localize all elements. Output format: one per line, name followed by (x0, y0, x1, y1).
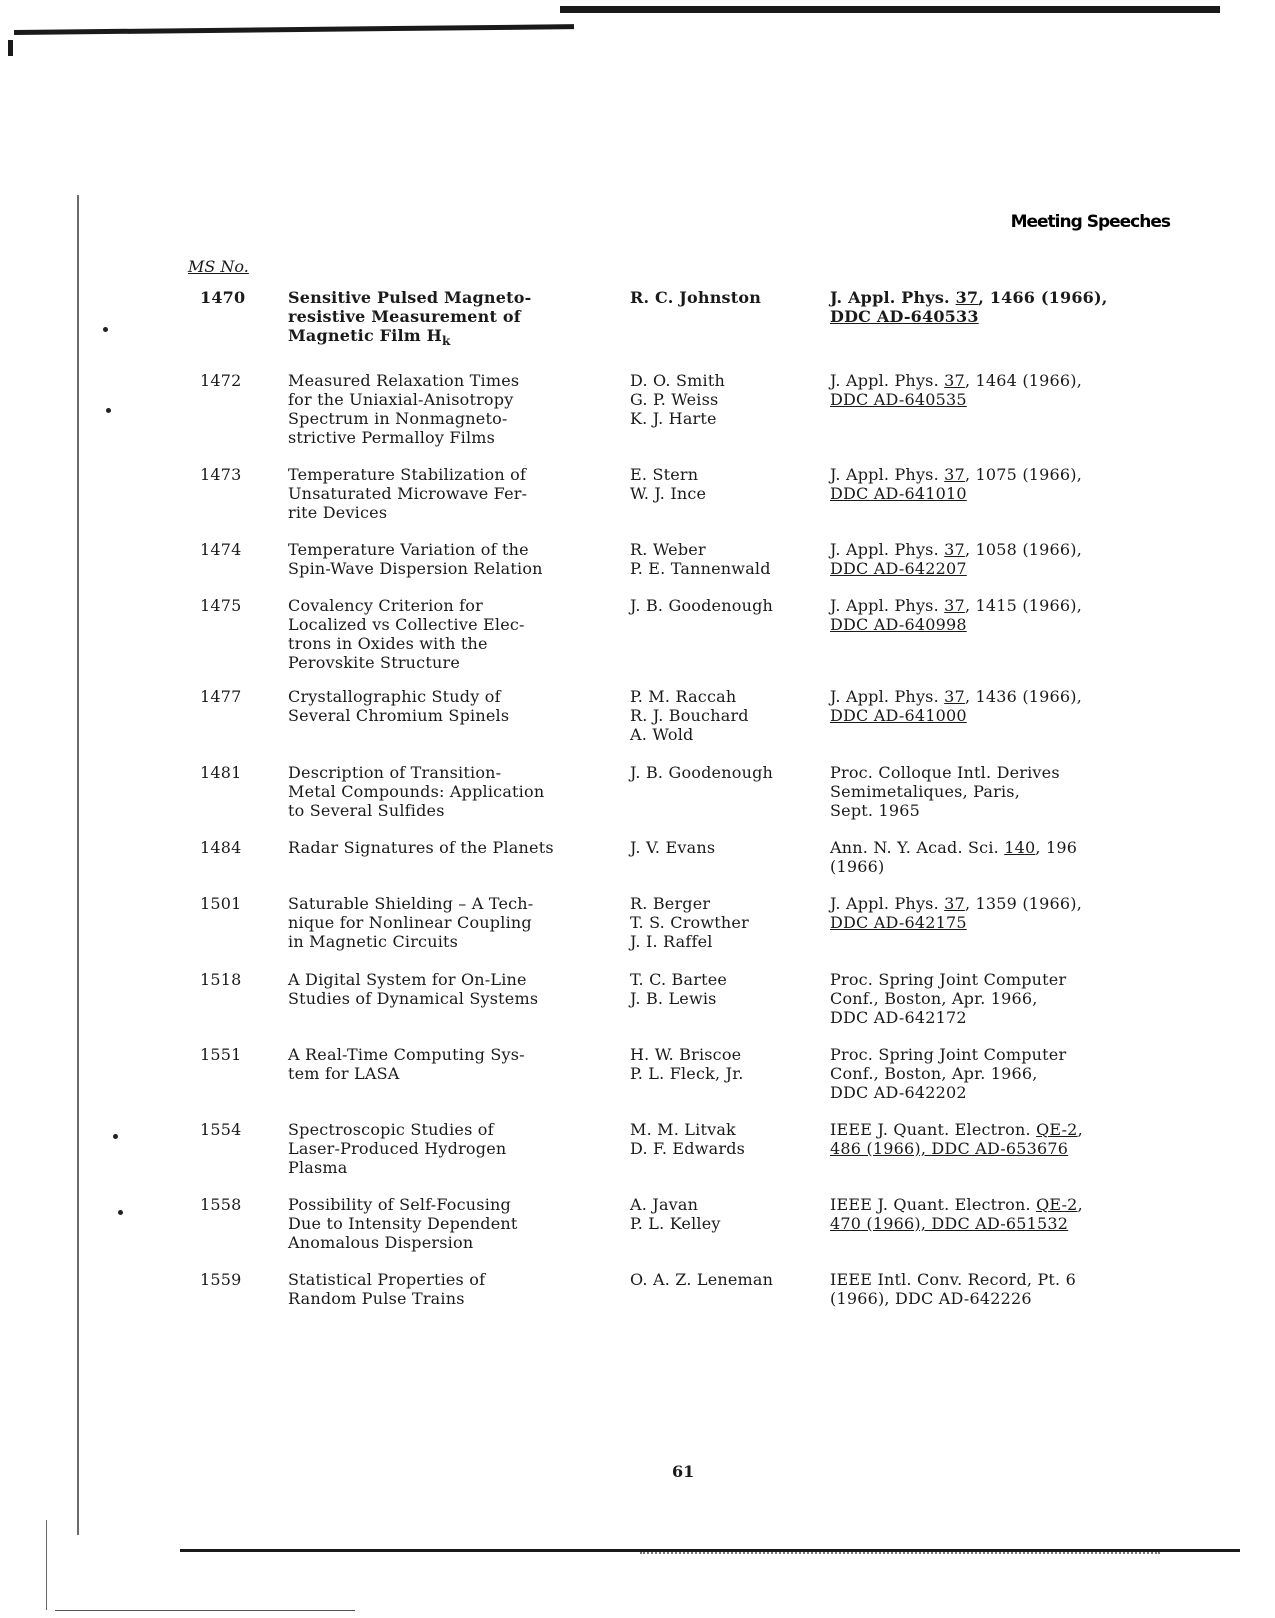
entry-reference (830, 763, 1190, 820)
author-name: R. J. Bouchard (630, 706, 749, 725)
reference-line: 470 (1966), DDC AD-651532 (830, 1214, 1069, 1233)
title-line: tem for LASA (288, 1064, 400, 1083)
entry-reference (830, 540, 1190, 578)
author-name: O. A. Z. Leneman (630, 1270, 774, 1289)
reference-volume: QE-2 (1036, 1120, 1078, 1139)
ms-number: 1473 (200, 465, 242, 484)
title-line: trons in Oxides with the (288, 634, 488, 653)
reference-line: IEEE J. Quant. Electron. QE-2, (830, 1120, 1083, 1139)
author-name: A. Wold (630, 725, 694, 744)
entry-title (288, 288, 608, 351)
reference-line: IEEE J. Quant. Electron. QE-2, (830, 1195, 1083, 1214)
reference-line: Proc. Spring Joint Computer (830, 970, 1067, 989)
entry-title (288, 970, 608, 1008)
ms-number: 1558 (200, 1195, 242, 1214)
title-line: rite Devices (288, 503, 388, 522)
author-name: J. I. Raffel (630, 932, 713, 951)
reference-line: Semimetaliques, Paris, (830, 782, 1021, 801)
entry-authors (630, 1270, 820, 1289)
reference-line: 486 (1966), DDC AD-653676 (830, 1139, 1069, 1158)
top-rule-left (14, 24, 574, 35)
entry-title (288, 894, 608, 951)
ms-number: 1501 (200, 894, 242, 913)
title-line: Plasma (288, 1158, 348, 1177)
entry-title (288, 540, 608, 578)
title-line: A Real-Time Computing Sys- (288, 1045, 525, 1064)
reference-volume: 37 (955, 288, 979, 307)
entry-authors (630, 970, 820, 1008)
ms-number: 1559 (200, 1270, 242, 1289)
title-line: A Digital System for On-Line (288, 970, 527, 989)
title-line: Spectroscopic Studies of (288, 1120, 494, 1139)
reference-line: J. Appl. Phys. 37, 1058 (1966), (830, 540, 1083, 559)
reference-line: Proc. Colloque Intl. Derives (830, 763, 1060, 782)
ms-number: 1554 (200, 1120, 242, 1139)
title-line: to Several Sulfides (288, 801, 445, 820)
title-line: Measured Relaxation Times (288, 371, 520, 390)
entry-reference (830, 1120, 1190, 1158)
entry-authors (630, 540, 820, 578)
author-name: K. J. Harte (630, 409, 717, 428)
reference-volume: 37 (944, 465, 965, 484)
entry-authors (630, 596, 820, 615)
entry-authors (630, 371, 820, 428)
entry-reference (830, 687, 1190, 725)
title-line: Covalency Criterion for (288, 596, 483, 615)
title-line: Metal Compounds: Application (288, 782, 545, 801)
reference-line: DDC AD-642175 (830, 913, 967, 932)
ms-number: 1474 (200, 540, 242, 559)
title-line: Unsaturated Microwave Fer- (288, 484, 528, 503)
title-line: strictive Permalloy Films (288, 428, 496, 447)
entry-reference (830, 465, 1190, 503)
author-name: G. P. Weiss (630, 390, 719, 409)
entry-reference (830, 1195, 1190, 1233)
title-line: Possibility of Self-Focusing (288, 1195, 511, 1214)
entry-title (288, 465, 608, 522)
title-line: Studies of Dynamical Systems (288, 989, 539, 1008)
ms-number: 1470 (200, 288, 246, 307)
title-line: Anomalous Dispersion (288, 1233, 474, 1252)
reference-volume: QE-2 (1036, 1195, 1078, 1214)
page-number: 61 (672, 1462, 695, 1481)
entry-title (288, 763, 608, 820)
reference-line: (1966) (830, 857, 885, 876)
author-name: R. C. Johnston (630, 288, 762, 307)
title-line: Localized vs Collective Elec- (288, 615, 525, 634)
entry-title (288, 687, 608, 725)
title-line: for the Uniaxial-Anisotropy (288, 390, 514, 409)
reference-line: J. Appl. Phys. 37, 1466 (1966), (830, 288, 1108, 307)
reference-line: DDC AD-641000 (830, 706, 967, 725)
author-name: R. Weber (630, 540, 706, 559)
reference-volume: 140 (1004, 838, 1036, 857)
bottom-left-rule (55, 1610, 355, 1611)
reference-line: J. Appl. Phys. 37, 1464 (1966), (830, 371, 1083, 390)
entry-authors (630, 838, 820, 857)
entry-authors (630, 687, 820, 744)
author-name: J. V. Evans (630, 838, 716, 857)
reference-volume: 37 (944, 687, 965, 706)
reference-line: J. Appl. Phys. 37, 1075 (1966), (830, 465, 1083, 484)
entry-authors (630, 465, 820, 503)
author-name: T. S. Crowther (630, 913, 749, 932)
author-name: R. Berger (630, 894, 711, 913)
ms-number: 1477 (200, 687, 242, 706)
entry-authors (630, 1045, 820, 1083)
entry-authors (630, 894, 820, 951)
ms-number: 1518 (200, 970, 242, 989)
title-line: Several Chromium Spinels (288, 706, 510, 725)
reference-volume: 37 (944, 894, 965, 913)
entry-authors (630, 1120, 820, 1158)
top-rule-right (560, 6, 1220, 13)
entry-title (288, 1195, 608, 1252)
title-line: Temperature Stabilization of (288, 465, 527, 484)
author-name: P. L. Fleck, Jr. (630, 1064, 744, 1083)
reference-line: DDC AD-640998 (830, 615, 967, 634)
reference-line: DDC AD-640533 (830, 307, 979, 326)
entry-reference (830, 596, 1190, 634)
reference-line: Conf., Boston, Apr. 1966, (830, 989, 1038, 1008)
author-name: P. M. Raccah (630, 687, 737, 706)
author-name: D. O. Smith (630, 371, 725, 390)
ms-number: 1484 (200, 838, 242, 857)
corner-mark (8, 40, 13, 56)
ms-number: 1475 (200, 596, 242, 615)
reference-line: DDC AD-642172 (830, 1008, 967, 1027)
entry-reference (830, 288, 1190, 326)
title-line: Sensitive Pulsed Magneto- (288, 288, 532, 307)
author-name: P. E. Tannenwald (630, 559, 771, 578)
entry-reference (830, 1270, 1190, 1308)
entry-authors (630, 288, 820, 307)
reference-line: DDC AD-642202 (830, 1083, 967, 1102)
entry-title (288, 1270, 608, 1308)
entry-reference (830, 1045, 1190, 1102)
entry-title (288, 371, 608, 447)
title-line: Due to Intensity Dependent (288, 1214, 518, 1233)
reference-line: Conf., Boston, Apr. 1966, (830, 1064, 1038, 1083)
margin-dot (113, 1134, 118, 1139)
title-line: Temperature Variation of the (288, 540, 529, 559)
title-line: Magnetic Film $H_k$ (288, 326, 451, 349)
entry-title (288, 1120, 608, 1177)
author-name: M. M. Litvak (630, 1120, 736, 1139)
title-line: Spectrum in Nonmagneto- (288, 409, 508, 428)
title-line: resistive Measurement of (288, 307, 521, 326)
reference-line: (1966), DDC AD-642226 (830, 1289, 1032, 1308)
entry-reference (830, 970, 1190, 1027)
title-line: Saturable Shielding – A Tech- (288, 894, 534, 913)
reference-line: Proc. Spring Joint Computer (830, 1045, 1067, 1064)
author-name: H. W. Briscoe (630, 1045, 742, 1064)
entry-title (288, 838, 608, 857)
title-line: nique for Nonlinear Coupling (288, 913, 532, 932)
author-name: A. Javan (630, 1195, 699, 1214)
author-name: P. L. Kelley (630, 1214, 721, 1233)
title-line: Laser-Produced Hydrogen (288, 1139, 507, 1158)
reference-volume: 37 (944, 540, 965, 559)
margin-dot (118, 1210, 123, 1215)
reference-line: J. Appl. Phys. 37, 1359 (1966), (830, 894, 1083, 913)
ms-number: 1472 (200, 371, 242, 390)
reference-line: DDC AD-640535 (830, 390, 967, 409)
entry-reference (830, 838, 1190, 876)
bottom-rule-speckle (640, 1552, 1160, 1556)
reference-line: DDC AD-641010 (830, 484, 967, 503)
entry-reference (830, 894, 1190, 932)
reference-line: Sept. 1965 (830, 801, 920, 820)
ms-number-column-header: MS No. (188, 257, 249, 276)
left-margin-line-lower (46, 1520, 47, 1610)
reference-line: IEEE Intl. Conv. Record, Pt. 6 (830, 1270, 1076, 1289)
title-subscript: k (442, 334, 451, 349)
reference-line: J. Appl. Phys. 37, 1436 (1966), (830, 687, 1083, 706)
author-name: J. B. Goodenough (630, 596, 774, 615)
author-name: J. B. Lewis (630, 989, 717, 1008)
entry-title (288, 596, 608, 672)
author-name: W. J. Ince (630, 484, 707, 503)
reference-line: DDC AD-642207 (830, 559, 967, 578)
entry-reference (830, 371, 1190, 409)
ms-number: 1481 (200, 763, 242, 782)
margin-dot (106, 408, 111, 413)
title-line: in Magnetic Circuits (288, 932, 459, 951)
author-name: T. C. Bartee (630, 970, 728, 989)
title-line: Perovskite Structure (288, 653, 460, 672)
author-name: D. F. Edwards (630, 1139, 746, 1158)
title-line: Crystallographic Study of (288, 687, 501, 706)
left-margin-line (77, 195, 79, 1535)
title-line: Random Pulse Trains (288, 1289, 465, 1308)
title-line: Radar Signatures of the Planets (288, 838, 554, 857)
entry-authors (630, 763, 820, 782)
ms-number: 1551 (200, 1045, 242, 1064)
section-title: Meeting Speeches (1010, 212, 1170, 232)
reference-line: J. Appl. Phys. 37, 1415 (1966), (830, 596, 1083, 615)
reference-line: Ann. N. Y. Acad. Sci. 140, 196 (830, 838, 1078, 857)
entry-title (288, 1045, 608, 1083)
reference-volume: 37 (944, 371, 965, 390)
author-name: J. B. Goodenough (630, 763, 774, 782)
margin-dot (103, 327, 108, 332)
title-line: Spin-Wave Dispersion Relation (288, 559, 543, 578)
title-line: Statistical Properties of (288, 1270, 486, 1289)
author-name: E. Stern (630, 465, 699, 484)
reference-volume: 37 (944, 596, 965, 615)
title-line: Description of Transition- (288, 763, 502, 782)
entry-authors (630, 1195, 820, 1233)
